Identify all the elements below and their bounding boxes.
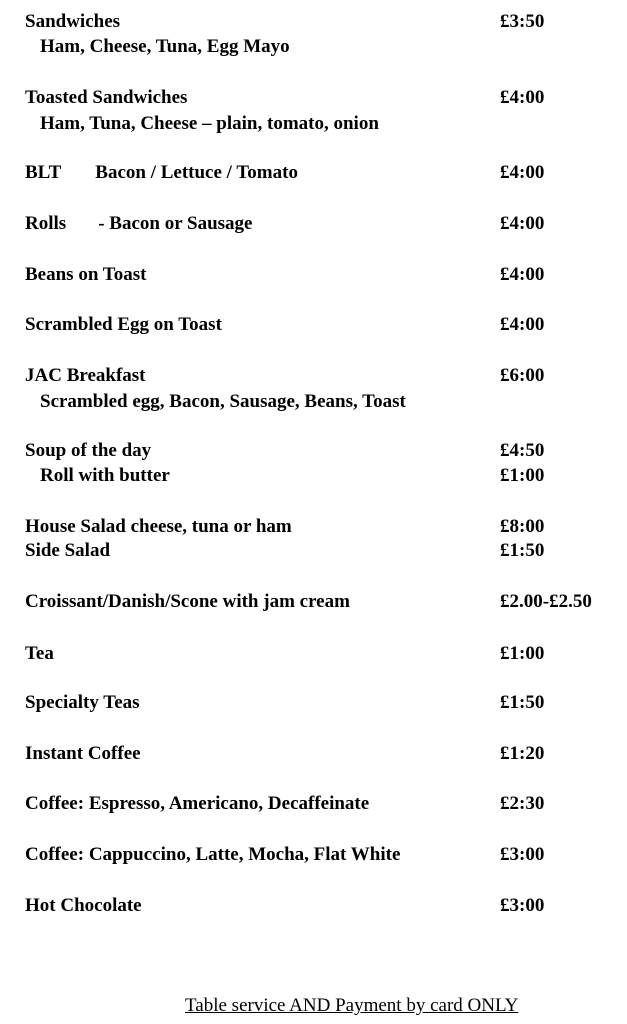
item-specialty-teas-name: Specialty Teas bbox=[25, 692, 140, 713]
item-coffee-cappuccino-name: Coffee: Cappuccino, Latte, Mocha, Flat White bbox=[25, 844, 401, 865]
item-beans-price: £4:00 bbox=[500, 264, 545, 285]
item-toasted-name: Toasted Sandwiches bbox=[25, 87, 188, 108]
item-salad-price: £8:00 bbox=[500, 516, 545, 537]
item-blt-name: BLT bbox=[25, 162, 62, 183]
item-scrambled-name: Scrambled Egg on Toast bbox=[25, 314, 222, 335]
item-blt-desc: Bacon / Lettuce / Tomato bbox=[95, 162, 298, 183]
item-blt-price: £4:00 bbox=[500, 162, 545, 183]
item-instant-coffee-name: Instant Coffee bbox=[25, 743, 141, 764]
item-sandwiches-desc: Ham, Cheese, Tuna, Egg Mayo bbox=[40, 36, 290, 57]
item-side-salad-price: £1:50 bbox=[500, 540, 545, 561]
item-sandwiches-name: Sandwiches bbox=[25, 11, 121, 32]
item-rolls-desc: - Bacon or Sausage bbox=[98, 213, 253, 234]
item-hot-chocolate-name: Hot Chocolate bbox=[25, 895, 142, 916]
item-coffee-espresso-name: Coffee: Espresso, Americano, Decaffeinate bbox=[25, 793, 370, 814]
item-soup-extra-price: £1:00 bbox=[500, 465, 545, 486]
item-rolls-line bbox=[25, 212, 253, 236]
item-soup-extra-name: Roll with butter bbox=[40, 465, 170, 486]
item-salad-name: House Salad cheese, tuna or ham bbox=[25, 516, 292, 537]
item-breakfast-desc: Scrambled egg, Bacon, Sausage, Beans, Toast bbox=[40, 391, 406, 412]
item-scrambled-price: £4:00 bbox=[500, 314, 545, 335]
item-breakfast-name: JAC Breakfast bbox=[25, 365, 146, 386]
item-side-salad-name: Side Salad bbox=[25, 540, 111, 561]
item-rolls-price: £4:00 bbox=[500, 213, 545, 234]
item-blt-line bbox=[25, 161, 298, 185]
item-coffee-cappuccino-price: £3:00 bbox=[500, 844, 545, 865]
item-pastry-price: £2.00-£2.50 bbox=[500, 591, 592, 612]
item-beans-name: Beans on Toast bbox=[25, 264, 147, 285]
item-tea-price: £1:00 bbox=[500, 643, 545, 664]
item-sandwiches-price: £3:50 bbox=[500, 11, 545, 32]
item-toasted-price: £4:00 bbox=[500, 87, 545, 108]
item-soup-name: Soup of the day bbox=[25, 440, 152, 461]
item-pastry-name: Croissant/Danish/Scone with jam cream bbox=[25, 591, 350, 612]
item-breakfast-price: £6:00 bbox=[500, 365, 545, 386]
item-tea-name: Tea bbox=[25, 643, 54, 664]
item-specialty-teas-price: £1:50 bbox=[500, 692, 545, 713]
item-rolls-name: Rolls bbox=[25, 213, 67, 234]
item-instant-coffee-price: £1:20 bbox=[500, 743, 545, 764]
item-toasted-desc: Ham, Tuna, Cheese – plain, tomato, onion bbox=[40, 113, 379, 134]
item-coffee-espresso-price: £2:30 bbox=[500, 793, 545, 814]
footer-note: Table service AND Payment by card ONLY bbox=[185, 995, 519, 1016]
item-hot-chocolate-price: £3:00 bbox=[500, 895, 545, 916]
item-soup-price: £4:50 bbox=[500, 440, 545, 461]
